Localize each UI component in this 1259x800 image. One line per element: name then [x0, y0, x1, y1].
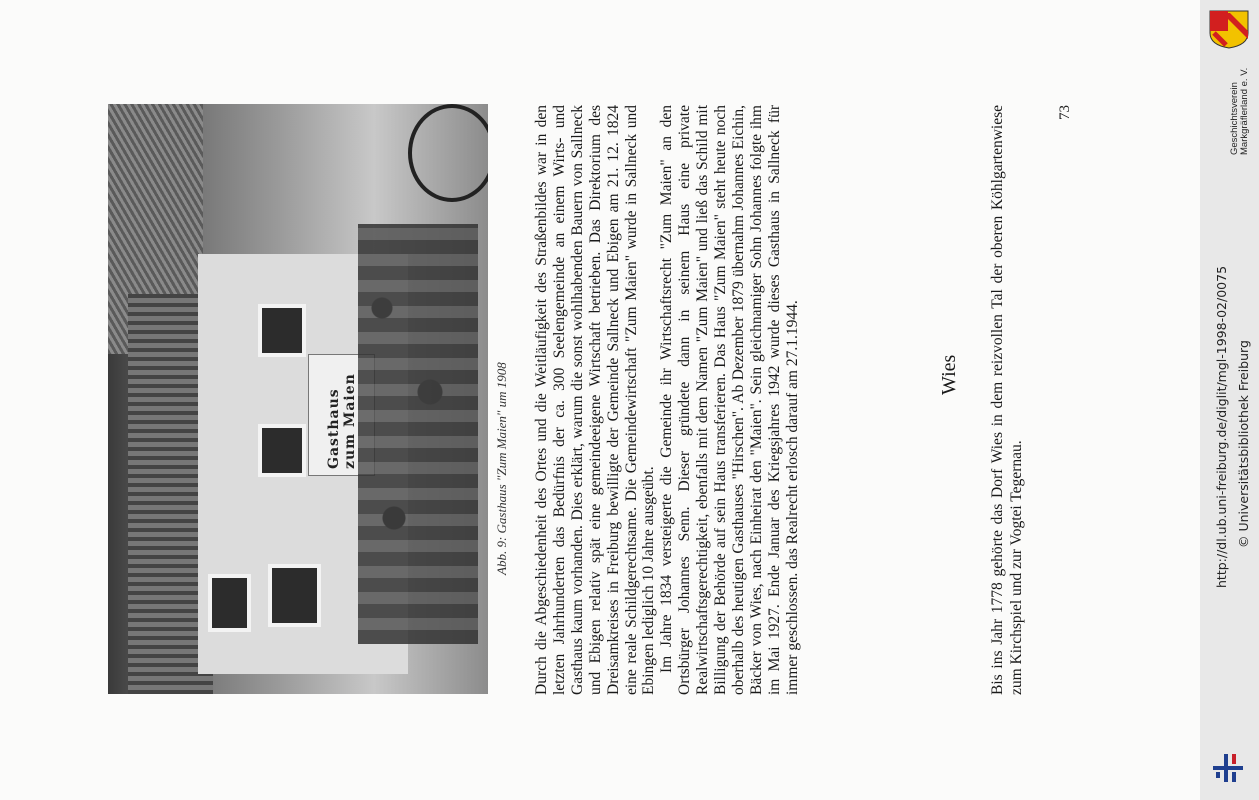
photo-window — [208, 574, 251, 632]
coat-of-arms-icon — [1208, 9, 1250, 49]
historic-photo — [108, 104, 488, 694]
paragraph: Im Jahre 1834 versteigerte die Gemeinde ihr Wirtschaftsrecht "Zum Maien" an den Ortsbürger Johannes Senn. Dieser gründete dann in seinem Haus eine private Realwirtschaftsgerechtigkeit, ebenfalls mit dem Namen "Zum Maien" und ließ das Schild mit Billigung der Behörde auf sein Haus transferieren. Das Haus "Zum Maien" steht heute noch oberhalb des heutigen Gasthauses "Hirschen". Ab Dezember 1879 übernahm Johannes Eichin, Bäcker von Wies, nach Einheirat den "Maien". Sein gleichnamiger Sohn Johannes folgte ihm im Mai 1927. Ende Januar des Kriegsjahres 1942 wurde dieses Gasthaus in Sallneck für immer geschlossen. das Realrecht erlosch darauf am 27.1.1944. — [658, 105, 801, 695]
photo-window — [258, 424, 306, 477]
body-text — [533, 105, 802, 695]
source-url-link[interactable]: http://dl.ub.uni-freiburg.de/diglit/mgl-1998-02/0075 — [1214, 265, 1229, 588]
photo-inn-sign-text: Gasthaus zum Maien — [325, 373, 358, 469]
photo-window — [258, 304, 306, 357]
photo-people — [358, 224, 478, 644]
section-text: Bis ins Jahr 1778 gehörte das Dorf Wies in dem reizvollen Tal der oberen Köhlgartenwiese zum Kirchspiel und zur Vogtei Tegernau. — [989, 105, 1025, 695]
society-line-1: Geschichtsverein — [1229, 82, 1240, 155]
society-line-2: Markgräflerland e. V. — [1239, 67, 1250, 155]
library-logo-icon[interactable] — [1210, 750, 1246, 784]
paragraph: Durch die Abgeschiedenheit des Ortes und die Weitläufigkeit des Straßenbildes war in den letzten Jahrhunderten das Bedürfnis der ca. 300 Seelengemeinde an einem Wirts- und Gasthaus kaum vorhanden. Dies erklärt, warum die sonst wohlhabenden Bauern von Sallneck und Ebigen relativ spät eine gemeindeeigene Wirtschaft betrieben. Das Direktorium des Dreisamkreises in Freiburg bewilligte der Gemeinde Sallneck und Ebigen am 21. 12. 1824 eine reale Schildgerechtsame. Die Gemeindewirtschaft "Zum Maien" wurde in Sallneck und Ebingen lediglich 10 Jahre ausgeübt. — [533, 105, 658, 695]
society-name — [1230, 68, 1250, 155]
page-number: 73 — [1057, 105, 1073, 120]
photo-window — [268, 564, 321, 627]
copyright-notice: © Universitätsbibliothek Freiburg — [1236, 340, 1251, 548]
section-title: Wies — [938, 354, 960, 395]
figure-caption: Abb. 9: Gasthaus "Zum Maien" um 1908 — [494, 362, 509, 575]
photo-bicycle — [408, 104, 488, 202]
